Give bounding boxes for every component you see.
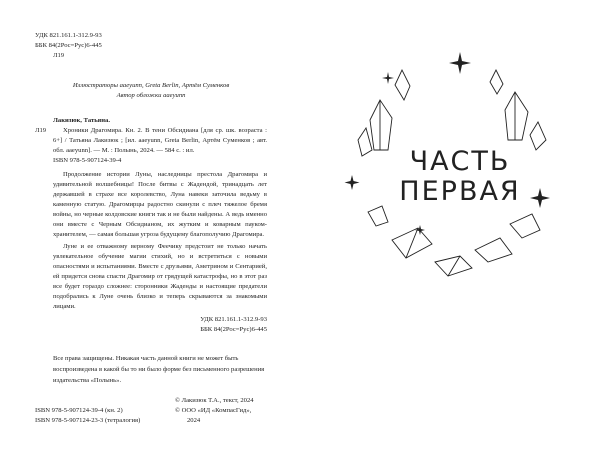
bbk-bottom: ББК 84(2Рос=Рус)6-445	[200, 326, 267, 333]
right-page	[300, 0, 600, 450]
bib-entry: Хроники Драгомира. Кн. 2. В тени Обсидиана [для ср. шк. возраста : 6+] / Татьяна Лакизюк ; [ил. aaeyunn, Greta Berlin, Артём Суменков ; авт. обл. aaeyunn]. — М. : Полынь, 2024. — 584 с. : ил.	[53, 127, 267, 154]
rights-notice: Все права защищены. Никакая часть данной книги не может быть воспроизведена в какой бы то ни было форме без письменного разрешения издательства «Полынь».	[53, 355, 265, 384]
crystal-icon	[368, 206, 540, 276]
imprint-column	[35, 31, 267, 426]
code-top: Л19	[53, 52, 65, 59]
title-line-2: ПЕРВАЯ	[399, 176, 521, 207]
bibliographic-entry	[35, 126, 267, 335]
annotation-paragraph-1: Продолжение истории Луны, наследницы престола Драгомира и удивительной волшебницы! После битвы с Жадендой, тринадцать лет державшей в страхе все королевство, Луна навеки заточила ведьму в каменную статую. Драгомирцы радостно скинули с плеч тяжелое бремя войны, но черные колдовские книги так и не были найдены. А ведь именно они вместе с Черным Обсидианом, их жутким и коварным пауком-хранителем, — самая большая угроза будущему благополучию Драгомира.	[53, 171, 267, 238]
code-side: Л19	[35, 127, 47, 134]
annotation-paragraph-2: Луне и ее отважному верному Феечику предстоит не только начать увлекательное обучение магии стихий, но и встретиться с новыми опасностями и испытаниями. Вместе с друзьями, Аметрином и Сентарией, ей придется снова спасти Драгомир от грядущей катастрофы, но в этот раз все будет гораздо сложнее: сторонники Жаденды и настоящие предатели подобрались к Луне очень близко и теперь скрываются за знакомыми лицами.	[53, 243, 267, 310]
crystal-wreath-illustration	[300, 0, 600, 450]
isbn-series: ISBN 978-5-907124-23-3 (тетралогия)	[35, 417, 141, 424]
part-title	[340, 147, 580, 207]
udk-bottom: УДК 821.161.1-312.9-93	[200, 316, 267, 323]
sparkle-icon	[345, 52, 551, 235]
author-heading: Лакизюк, Татьяна.	[53, 117, 110, 124]
title-line-1: ЧАСТЬ	[409, 146, 511, 177]
copyright-text: © Лакизюк Т.А., текст, 2024	[175, 397, 254, 404]
crystal-icon	[358, 70, 410, 156]
udk-top: УДК 821.161.1-312.9-93	[35, 32, 102, 39]
classification-bottom	[53, 315, 267, 335]
copyright-block	[175, 396, 267, 426]
isbn-book: ISBN 978-5-907124-39-4 (кн. 2)	[35, 407, 123, 414]
bbk-top: ББК 84(2Рос=Рус)6-445	[35, 42, 102, 49]
isbn-copyright-row	[35, 396, 267, 426]
cover-author: Автор обложки aaeyunn	[116, 92, 186, 99]
crystal-icon	[490, 70, 546, 150]
isbn-entry: ISBN 978-5-907124-39-4	[53, 157, 122, 164]
copyright-publisher: © ООО «ИД «КомпасГид»,	[175, 407, 252, 414]
illustrators: Иллюстраторы aaeyunn, Greta Berlin, Артём Суменков	[72, 82, 230, 89]
copyright-year: 2024	[187, 417, 201, 424]
isbn-block	[35, 396, 140, 426]
